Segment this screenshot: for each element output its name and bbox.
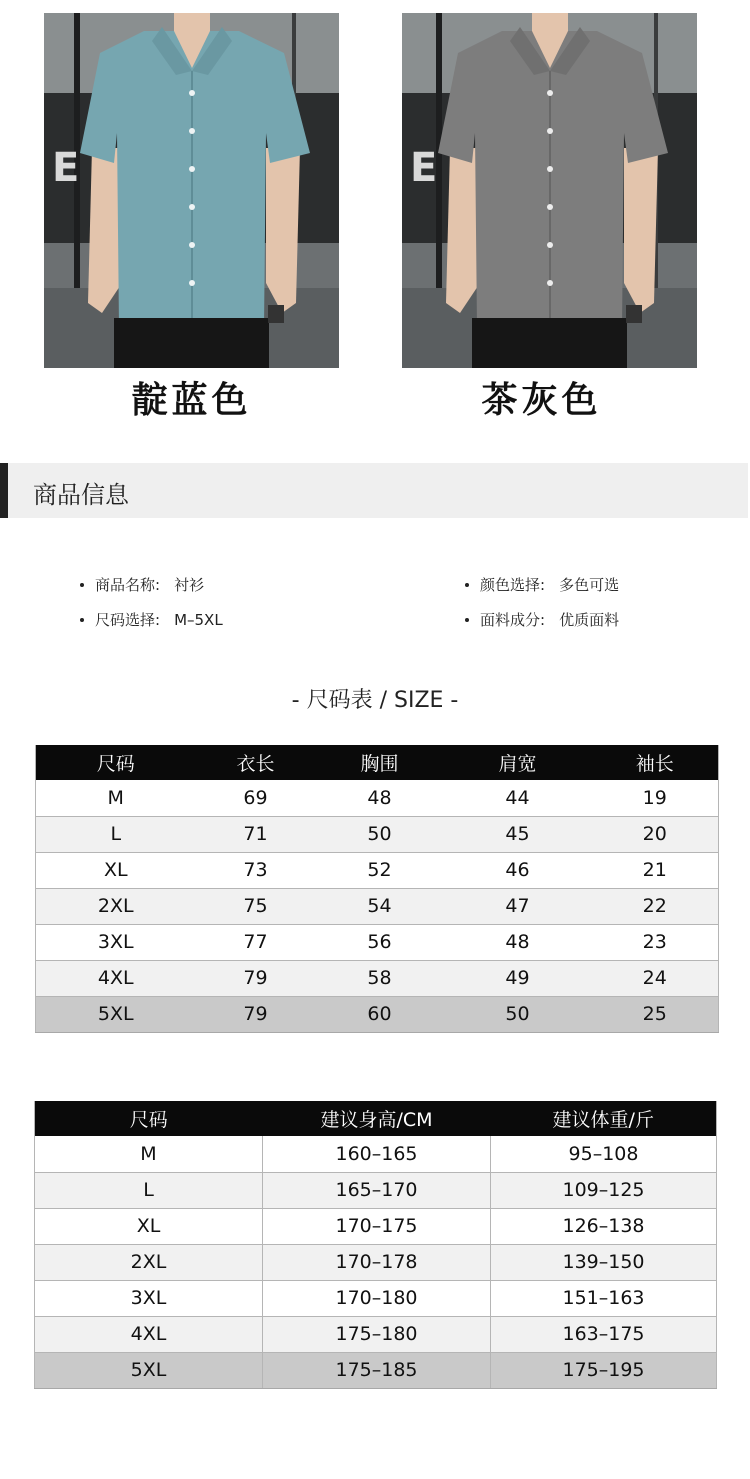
shirt-model-image-blue [44, 13, 339, 368]
table-cell: 3XL [36, 924, 196, 960]
table-cell: 50 [444, 996, 592, 1032]
table-cell: 44 [505, 786, 530, 809]
info-value: 优质面料 [559, 611, 620, 629]
table-cell: L [35, 1172, 263, 1208]
table-cell: M [140, 1142, 157, 1165]
column-header: 衣长 [196, 745, 316, 780]
table-row [36, 852, 719, 888]
table-header-row [36, 745, 719, 780]
color-label-gray: 茶灰色 [481, 380, 602, 421]
info-key: 面料成分: [480, 611, 546, 629]
table-cell: 48 [444, 924, 592, 960]
table-cell: 60 [316, 996, 444, 1032]
table-cell: 54 [316, 888, 444, 924]
table-cell: 170–180 [263, 1280, 491, 1316]
table-row [35, 1244, 717, 1280]
table-cell: 2XL [35, 1244, 263, 1280]
column-header: 肩宽 [444, 745, 592, 780]
table-cell: 47 [444, 888, 592, 924]
table-cell: 45 [444, 816, 592, 852]
table-row [36, 924, 719, 960]
info-key: 尺码选择: [95, 611, 161, 629]
info-value: M–5XL [174, 610, 223, 629]
table-row [36, 960, 719, 996]
column-header: 建议身高/CM [263, 1101, 491, 1136]
table-cell: 56 [316, 924, 444, 960]
table-cell: 46 [444, 852, 592, 888]
table-row [35, 1172, 717, 1208]
svg-text:E: E [410, 145, 438, 191]
table-cell: 175–180 [263, 1316, 491, 1352]
section-header [0, 463, 748, 518]
table-cell: 165–170 [263, 1172, 491, 1208]
table-cell: 4XL [35, 1316, 263, 1352]
info-size-range [80, 609, 223, 630]
table-cell: 5XL [35, 1352, 263, 1388]
info-key: 商品名称: [95, 576, 161, 594]
table-row [36, 888, 719, 924]
table-cell: 52 [316, 852, 444, 888]
table-cell: 21 [592, 852, 719, 888]
column-header: 建议体重/斤 [491, 1101, 717, 1136]
table-cell: 175–185 [263, 1352, 491, 1388]
table-cell: 24 [592, 960, 719, 996]
table-cell: 50 [316, 816, 444, 852]
table-cell: 49 [444, 960, 592, 996]
table-cell: 71 [196, 816, 316, 852]
table-cell: L [36, 816, 196, 852]
table-cell: 170–175 [263, 1208, 491, 1244]
table-row [36, 996, 719, 1032]
bullet-icon [465, 618, 469, 622]
table-row [35, 1208, 717, 1244]
table-row [36, 780, 719, 816]
bullet-icon [465, 583, 469, 587]
table-row [35, 1352, 717, 1388]
column-header: 尺码 [35, 1101, 263, 1136]
info-color-options [465, 574, 619, 595]
info-fabric [465, 609, 619, 630]
table-cell: 163–175 [491, 1316, 717, 1352]
table-cell: 170–178 [263, 1244, 491, 1280]
table-row [36, 816, 719, 852]
table-cell: 48 [367, 786, 392, 809]
table-header-row [35, 1101, 717, 1136]
table-cell: 109–125 [491, 1172, 717, 1208]
table-cell: 160–165 [263, 1136, 491, 1172]
table-cell: 5XL [36, 996, 196, 1032]
table-cell: 4XL [36, 960, 196, 996]
table-row [35, 1316, 717, 1352]
table-cell: 22 [592, 888, 719, 924]
table-cell: 79 [196, 960, 316, 996]
table-cell: 19 [642, 786, 667, 809]
table-cell: 25 [592, 996, 719, 1032]
table-cell: 95–108 [491, 1136, 717, 1172]
section-title: 商品信息 [33, 481, 129, 509]
table-cell: 58 [316, 960, 444, 996]
table-cell: 139–150 [491, 1244, 717, 1280]
product-photo-gray [402, 13, 697, 368]
table-cell: 2XL [36, 888, 196, 924]
fit-table [34, 1101, 717, 1389]
table-cell: 79 [196, 996, 316, 1032]
table-cell: 126–138 [491, 1208, 717, 1244]
shirt-model-image-gray [402, 13, 697, 368]
table-cell: XL [36, 852, 196, 888]
table-cell: 69 [243, 786, 268, 809]
table-cell: 151–163 [491, 1280, 717, 1316]
column-header: 袖长 [592, 745, 719, 780]
table-row [35, 1136, 717, 1172]
color-label-blue: 靛蓝色 [131, 380, 252, 421]
svg-text:E: E [52, 145, 80, 191]
table-cell: XL [35, 1208, 263, 1244]
table-cell: 73 [196, 852, 316, 888]
info-key: 颜色选择: [480, 576, 546, 594]
table-cell: 175–195 [491, 1352, 717, 1388]
table-cell: 75 [196, 888, 316, 924]
size-chart-title: - 尺码表 / SIZE - [291, 688, 459, 713]
table-cell: 23 [592, 924, 719, 960]
product-photo-blue [44, 13, 339, 368]
table-cell: 20 [592, 816, 719, 852]
info-value: 衬衫 [174, 576, 205, 594]
bullet-icon [80, 583, 84, 587]
bullet-icon [80, 618, 84, 622]
column-header: 胸围 [316, 745, 444, 780]
table-cell: 3XL [35, 1280, 263, 1316]
section-accent-bar [0, 463, 8, 518]
size-table [35, 745, 719, 1033]
info-value: 多色可选 [559, 576, 620, 594]
table-row [35, 1280, 717, 1316]
table-cell: 77 [196, 924, 316, 960]
info-product-name [80, 574, 204, 595]
column-header: 尺码 [36, 745, 196, 780]
table-cell: M [107, 786, 124, 809]
